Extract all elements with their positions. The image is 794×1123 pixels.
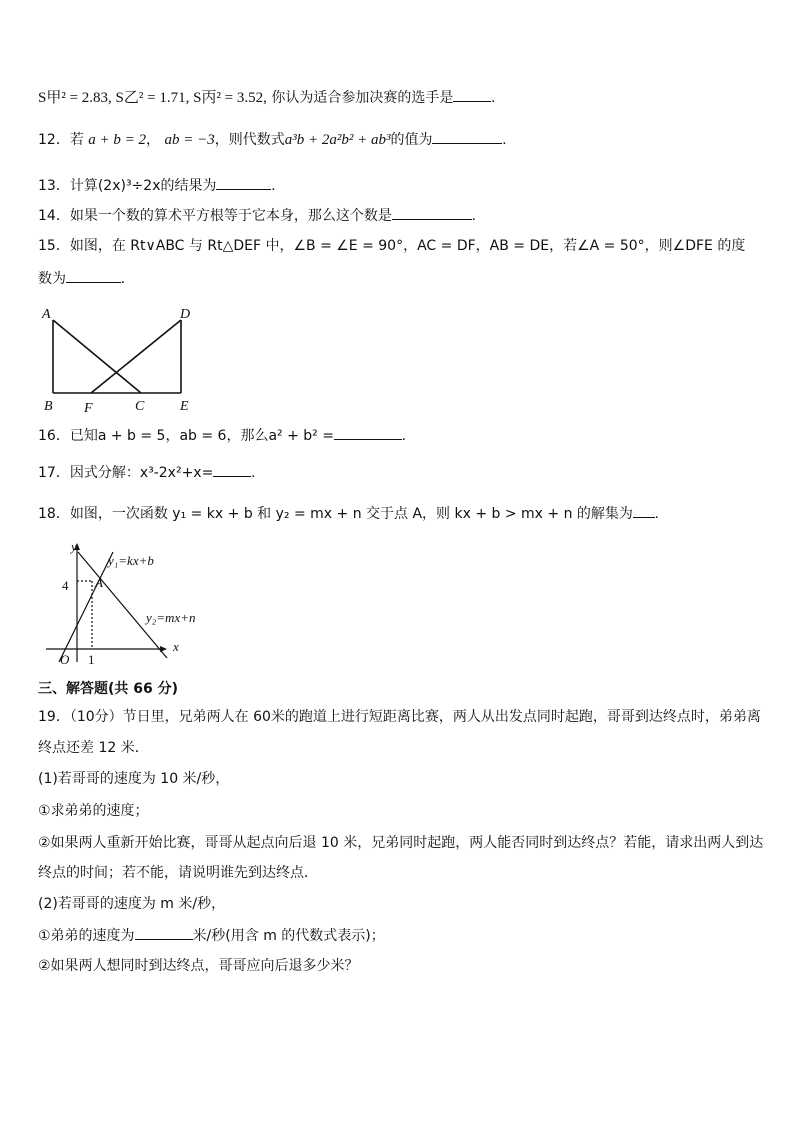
label-d: D — [180, 307, 191, 322]
line-y1 — [59, 552, 113, 662]
answer-blank-13[interactable] — [216, 175, 271, 190]
question-19-part1b: ②如果两人重新开始比赛，哥哥从起点向后退 10 米，兄弟同时起跑，两人能否同时到达终点？若能，请求出两人到达 — [38, 835, 764, 851]
label-c: C — [135, 399, 145, 414]
line-y1-label: y₁=kx+b — [108, 553, 154, 568]
x-arrow-icon — [160, 646, 167, 652]
label-b: B — [44, 399, 53, 414]
question-19-part2: (2)若哥哥的速度为 m 米/秒， — [38, 896, 226, 912]
question-17-text: 因式分解：x³-2x²+x= — [69, 465, 214, 481]
answer-blank-17[interactable] — [213, 462, 251, 477]
question-19-part1a: ①求弟弟的速度； — [38, 803, 149, 819]
question-11-text: 你认为适合参加决赛的选手是 — [271, 90, 454, 106]
variance-formula: S甲² = 2.83, S乙² = 1.71, S丙² = 3.52, — [38, 90, 267, 106]
question-15: 15．如图，在 Rt∨ABC 与 Rt△DEF 中，∠B = ∠E = 90°，AC = DF，AB = DE，若∠A = 50°，则∠DFE 的度 — [38, 238, 746, 254]
condition-sum: a + b = 2 — [88, 132, 147, 148]
segment-ac — [53, 320, 141, 393]
label-e: E — [180, 399, 189, 414]
label-f: F — [84, 401, 93, 416]
question-18: 18．如图，一次函数 y₁ = kx + b 和 y₂ = mx + n 交于点 A，则 kx + b > mx + n 的解集为 . — [38, 503, 659, 524]
figure-15-triangles — [38, 302, 208, 416]
question-12-number: 12． — [38, 132, 70, 148]
point-a-label: A — [95, 575, 103, 590]
answer-blank-15[interactable] — [66, 268, 121, 283]
question-14-text: 如果一个数的算术平方根等于它本身，那么这个数是 — [69, 208, 392, 224]
question-19-head-cont: 终点还差 12 米． — [38, 740, 149, 756]
question-19-part1b-cont: 终点的时间；若不能，请说明谁先到达终点． — [38, 865, 318, 881]
section-3-title: 三、解答题(共 66 分) — [38, 681, 179, 697]
question-15-text: 如图，在 Rt∨ABC 与 Rt△DEF 中，∠B = ∠E = 90°，AC = DF，AB = DE，若∠A = 50°，则∠DFE 的度 — [69, 238, 746, 254]
question-13-text: 计算(2x)³÷2x的结果为 — [69, 178, 217, 194]
answer-blank-12[interactable] — [432, 129, 502, 144]
line-y2-label: y₂=mx+n — [146, 610, 196, 625]
question-12: 12．若 a + b = 2， ab = −3，则代数式a³b + 2a²b² + ab³的值为 . — [38, 129, 506, 150]
question-16-text: 已知a + b = 5，ab = 6，那么a² + b² = — [69, 428, 334, 444]
condition-product: ab = −3 — [164, 132, 215, 148]
question-19-head: 19．（10分）节日里，兄弟两人在 60米的跑道上进行短距离比赛，两人从出发点同时起跑，哥哥到达终点时，弟弟离 — [38, 709, 761, 725]
question-11-tail: S甲² = 2.83, S乙² = 1.71, S丙² = 3.52, 你认为适合参加决赛的选手是 . — [38, 87, 495, 108]
segment-df — [91, 320, 181, 393]
question-19-part2b: ②如果两人想同时到达终点，哥哥应向后退多少米？ — [38, 958, 359, 974]
figure-18-graph — [38, 540, 218, 668]
answer-blank-18[interactable] — [633, 503, 655, 518]
y-axis-label: y — [71, 540, 77, 554]
question-15-cont: 数为 . — [38, 268, 125, 289]
answer-blank-11[interactable] — [453, 87, 491, 102]
answer-blank-14[interactable] — [392, 205, 472, 220]
answer-blank-16[interactable] — [334, 425, 402, 440]
label-a: A — [42, 307, 51, 322]
question-19-part2a: ①弟弟的速度为 米/秒(用含 m 的代数式表示)； — [38, 925, 385, 946]
question-18-text: 如图，一次函数 y₁ = kx + b 和 y₂ = mx + n 交于点 A，则 kx + b > mx + n 的解集为 — [69, 506, 633, 522]
x-tick-label: 1 — [88, 652, 95, 667]
question-17: 17．因式分解：x³-2x²+x= . — [38, 462, 255, 483]
origin-label: O — [60, 652, 70, 667]
answer-blank-19[interactable] — [135, 925, 193, 940]
x-axis-label: x — [173, 639, 179, 654]
question-16: 16．已知a + b = 5，ab = 6，那么a² + b² = . — [38, 425, 406, 446]
question-19-part1: (1)若哥哥的速度为 10 米/秒， — [38, 771, 230, 787]
question-14: 14．如果一个数的算术平方根等于它本身，那么这个数是 . — [38, 205, 476, 226]
y-tick-label: 4 — [62, 578, 69, 593]
expression: a³b + 2a²b² + ab³ — [284, 132, 391, 148]
question-13: 13．计算(2x)³÷2x的结果为 . — [38, 175, 275, 196]
